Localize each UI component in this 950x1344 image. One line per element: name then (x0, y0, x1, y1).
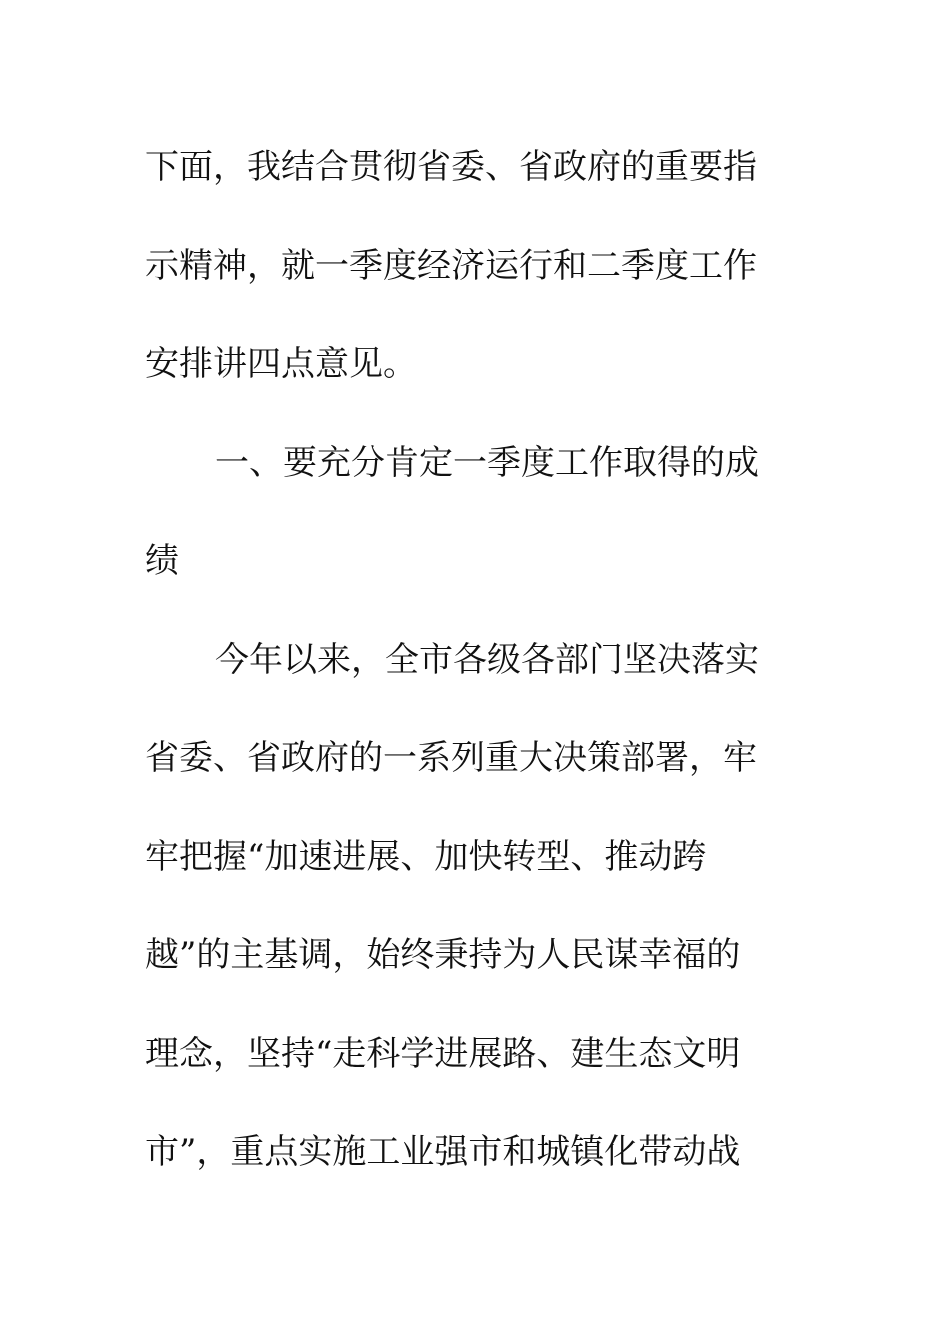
document-body (145, 118, 785, 1202)
paragraph-line: 今年以来，全市各级各部门坚决落实 (215, 639, 759, 680)
paragraph-line: 市”，重点实施工业强市和城镇化带动战 (145, 1132, 741, 1172)
paragraph-line: 省委、省政府的一系列重大决策部署，牢 (145, 738, 757, 778)
paragraph-line: 安排讲四点意见。 (145, 344, 417, 384)
section-heading-line: 绩 (145, 541, 179, 581)
paragraph-line: 越”的主基调，始终秉持为人民谋幸福的 (145, 935, 741, 975)
paragraph-line: 示精神，就一季度经济运行和二季度工作 (145, 245, 757, 286)
paragraph-line: 下面，我结合贯彻省委、省政府的重要指 (145, 147, 757, 187)
paragraph-line: 理念，坚持“走科学进展路、建生态文明 (145, 1033, 741, 1074)
paragraph-line: 牢把握“加速进展、加快转型、推动跨 (145, 836, 707, 877)
section-heading-line: 一、要充分肯定一季度工作取得的成 (215, 442, 759, 483)
